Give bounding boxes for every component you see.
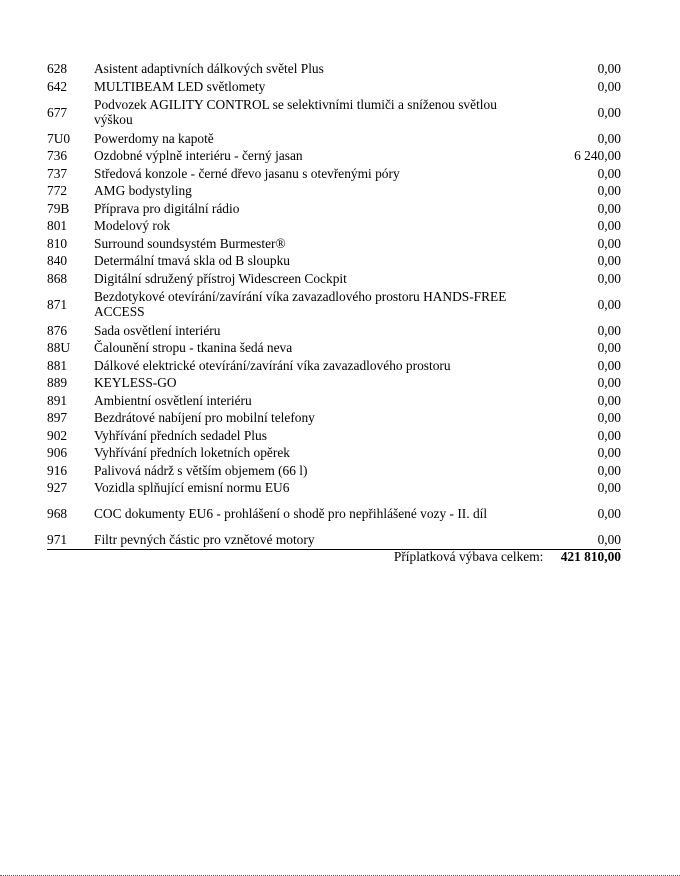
item-code: 642 <box>47 78 68 94</box>
item-code: 881 <box>47 357 68 373</box>
table-row <box>47 235 621 253</box>
total-label: Příplatková výbava celkem: <box>393 549 544 564</box>
item-code: 906 <box>47 445 68 461</box>
equipment-table <box>47 60 621 550</box>
item-price: 0,00 <box>597 357 621 373</box>
table-row <box>47 531 621 549</box>
item-code: 897 <box>47 410 68 426</box>
item-price: 0,00 <box>597 445 621 461</box>
table-row <box>47 252 621 270</box>
item-description: Digitální sdružený přístroj Widescreen Cockpit <box>94 270 347 286</box>
item-description: Příprava pro digitální rádio <box>94 200 240 216</box>
item-price: 0,00 <box>597 375 621 391</box>
item-price: 0,00 <box>597 480 621 496</box>
item-description: MULTIBEAM LED světlomety <box>94 78 266 94</box>
table-row <box>47 78 621 96</box>
item-price: 0,00 <box>597 104 621 120</box>
table-row <box>47 479 621 497</box>
item-code: 916 <box>47 462 68 478</box>
table-row <box>47 409 621 427</box>
item-description: Bezdrátové nabíjení pro mobilní telefony <box>94 410 315 426</box>
item-price: 0,00 <box>597 270 621 286</box>
item-price: 0,00 <box>597 78 621 94</box>
item-description: Vyhřívání předních loketních opěrek <box>94 445 290 461</box>
item-code: 876 <box>47 322 68 338</box>
item-price: 0,00 <box>597 392 621 408</box>
item-code: 868 <box>47 270 68 286</box>
item-description: Palivová nádrž s větším objemem (66 l) <box>94 462 308 478</box>
table-row <box>47 147 621 165</box>
table-row <box>47 217 621 235</box>
item-price: 6 240,00 <box>574 148 621 164</box>
item-price: 0,00 <box>597 410 621 426</box>
table-row <box>47 130 621 148</box>
item-code: 801 <box>47 218 68 234</box>
item-description: Bezdotykové otevírání/zavírání víka zavazadlového prostoru HANDS-FREE ACCESS <box>94 289 507 320</box>
item-code: 677 <box>47 104 68 120</box>
table-row <box>47 270 621 288</box>
item-price: 0,00 <box>597 165 621 181</box>
item-description: Surround soundsystém Burmester® <box>94 235 286 251</box>
item-price: 0,00 <box>597 218 621 234</box>
item-price: 0,00 <box>597 462 621 478</box>
item-description: COC dokumenty EU6 - prohlášení o shodě pro nepřihlášené vozy - II. díl <box>94 506 488 522</box>
item-code: 871 <box>47 296 68 312</box>
item-price: 0,00 <box>597 130 621 146</box>
table-row <box>47 60 621 78</box>
item-price: 0,00 <box>597 61 621 77</box>
item-description: Modelový rok <box>94 218 171 234</box>
table-row <box>47 95 621 130</box>
item-code: 772 <box>47 183 68 199</box>
item-description: Dálkové elektrické otevírání/zavírání víka zavazadlového prostoru <box>94 357 451 373</box>
item-code: 810 <box>47 235 68 251</box>
item-description: Ozdobné výplně interiéru - černý jasan <box>94 148 303 164</box>
item-price: 0,00 <box>597 200 621 216</box>
item-description: Čalounění stropu - tkanina šedá neva <box>94 340 293 356</box>
item-price: 0,00 <box>597 427 621 443</box>
item-code: 968 <box>47 506 68 522</box>
table-row <box>47 357 621 375</box>
total-value: 421 810,00 <box>560 549 621 564</box>
item-code: 737 <box>47 165 68 181</box>
item-code: 902 <box>47 427 68 443</box>
table-row <box>47 182 621 200</box>
item-code: 971 <box>47 531 94 549</box>
item-price: 0,00 <box>597 322 621 338</box>
item-description: Středová konzole - černé dřevo jasanu s otevřenými póry <box>94 165 400 181</box>
table-row <box>47 200 621 218</box>
item-code: 7U0 <box>47 130 71 146</box>
table-row <box>47 462 621 480</box>
item-description: Powerdomy na kapotě <box>94 130 214 146</box>
table-row <box>47 374 621 392</box>
item-code: 628 <box>47 61 68 77</box>
item-code: 736 <box>47 148 68 164</box>
item-description: AMG bodystyling <box>94 183 192 199</box>
item-description: Podvozek AGILITY CONTROL se selektivními tlumiči a sníženou světlou výškou <box>94 97 497 128</box>
table-row <box>47 165 621 183</box>
item-description: Vozidla splňující emisní normu EU6 <box>94 480 290 496</box>
item-price: 0,00 <box>597 235 621 251</box>
total-row <box>47 548 621 565</box>
item-description: KEYLESS-GO <box>94 375 177 391</box>
item-price: 0,00 <box>597 340 621 356</box>
item-price: 0,00 <box>597 253 621 269</box>
item-code: 88U <box>47 340 71 356</box>
table-row <box>47 287 621 322</box>
item-price: 0,00 <box>597 296 621 312</box>
item-code: 840 <box>47 253 68 269</box>
item-description: Filtr pevných částic pro vznětové motory <box>94 531 531 549</box>
item-price: 0,00 <box>597 506 621 522</box>
table-row <box>47 497 621 532</box>
item-code: 889 <box>47 375 68 391</box>
item-price: 0,00 <box>531 531 621 549</box>
table-row <box>47 444 621 462</box>
item-description: Determální tmavá skla od B sloupku <box>94 253 290 269</box>
table-row <box>47 339 621 357</box>
item-description: Asistent adaptivních dálkových světel Plus <box>94 61 324 77</box>
item-description: Vyhřívání předních sedadel Plus <box>94 427 267 443</box>
table-row <box>47 392 621 410</box>
table-row <box>47 322 621 340</box>
item-code: 79B <box>47 200 70 216</box>
item-price: 0,00 <box>597 183 621 199</box>
item-description: Sada osvětlení interiéru <box>94 322 221 338</box>
item-description: Ambientní osvětlení interiéru <box>94 392 252 408</box>
item-code: 891 <box>47 392 68 408</box>
table-row <box>47 427 621 445</box>
item-code: 927 <box>47 480 68 496</box>
